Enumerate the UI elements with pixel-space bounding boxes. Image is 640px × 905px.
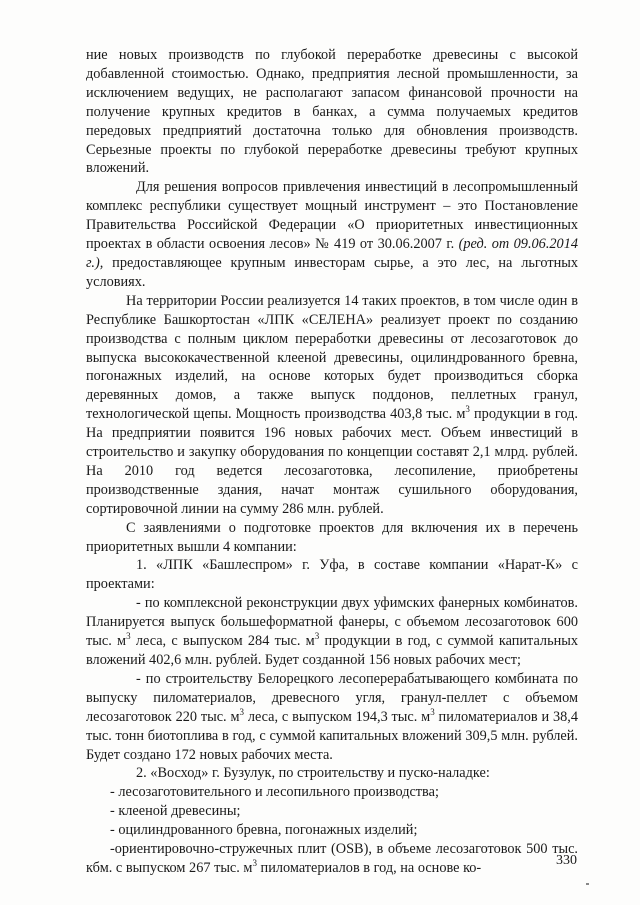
list-item: - лесозаготовительного и лесопильного производства; (110, 784, 439, 801)
list-item: - оцилиндрованного бревна, погонажных изделий; (110, 822, 418, 839)
paragraph-4: С заявлениями о подготовке проектов для включения их в перечень приоритетных вышли 4 компании: (86, 519, 578, 555)
scan-artifact (586, 883, 589, 885)
paragraph-3-text-end: продукции в год. На предприятии появится 196 новых рабочих мест. Объем инвестиций в строительство и закупку оборудования по концепции составят 2,1 млрд. рублей. На 2010 год ведется лесозаготовка, лесопиление, приобретены производственные здания, начат монтаж сушильного оборудования, сортировочной линии на сумму 286 млн. рублей. (86, 406, 578, 517)
paragraph-3-text: На территории России реализуется 14 таких проектов, в том числе один в Республике Башкортостан «ЛПК «СЕЛЕНА» реализует проект по созданию производства с полным циклом переработки древесины от лесозаготовок до выпуска высококачественной клееной древесины, оцилиндрованного бревна, погонажных изделий, на основе которых будет производиться сборка деревянных домов, а также выпуск поддонов, пеллетных гранул, технологической щепы. Мощность производства 403,8 тыс. м (86, 292, 578, 423)
osb-text: -ориентировочно-стружечных плит (OSB), в объеме лесозаготовок 500 тыс. кбм. с выпуском 267 тыс. м (86, 841, 578, 876)
cubic-superscript: 3 (126, 631, 131, 642)
list-item: - клееной древесины; (110, 803, 241, 820)
project-1-text-mid: леса, с выпуском 284 тыс. м (130, 633, 315, 650)
cubic-superscript: 3 (252, 858, 257, 869)
company-1-heading: 1. «ЛПК «Башлеспром» г. Уфа, в составе компании «Нарат-К» с проектами: (86, 557, 578, 593)
paragraph-2-text-end: предоставляющее крупным инвесторам сырье, а это лес, на льготных условиях. (86, 254, 578, 290)
project-2-text-end: пиломатериалов и 38,4 тыс. тонн биотоплива в год, с суммой капитальных вложений 309,5 млн. рублей. Будет создано 172 новых рабочих места. (86, 708, 579, 763)
project-1-text: - по комплексной реконструкции двух уфимских фанерных комбинатов. Планируется выпуск большеформатной фанеры, с объемом лесозаготовок 600 тыс. м (86, 595, 578, 650)
cubic-superscript: 3 (465, 404, 470, 415)
cubic-superscript: 3 (430, 706, 435, 717)
project-1-text-end: продукции в год, с суммой капитальных вложений 402,6 млн. рублей. Будет созданной 156 новых рабочих мест; (86, 633, 578, 668)
paragraph-2-text: Для решения вопросов привлечения инвестиций в лесопромышленный комплекс республики существует мощный инструмент – это Постановление Правительства Российской Федерации «О приоритетных инвестиционных проектах в области освоения лесов» № 419 от 30.06.2007 г. (86, 179, 578, 253)
paragraph-1: ние новых производств по глубокой переработке древесины с высокой добавленной стоимостью. Однако, предприятия лесной промышленности, за исключением ведущих, не располагают запасом финансовой прочности на получение крупных кредитов в банках, а сумма получаемых кредитов передовых предприятий достаточна только для обновления производств. Серьезные проекты по глубокой переработке древесины требуют крупных вложений. (86, 47, 578, 177)
company-2-heading: 2. «Восход» г. Бузулук, по строительству и пуско-наладке: (136, 765, 490, 782)
cubic-superscript: 3 (314, 631, 320, 642)
cubic-superscript: 3 (239, 706, 244, 717)
page-number: 330 (556, 853, 577, 868)
project-2-text: - по строительству Белорецкого лесоперерабатывающего комбината по выпуску пиломатериалов, древесного угля, гранул-пеллет с объемом лесозаготовок 220 тыс. м (86, 670, 578, 725)
paragraph-2 (86, 178, 578, 291)
body-text (86, 46, 578, 878)
list-item-osb (86, 840, 578, 878)
paragraph-3 (86, 292, 578, 519)
company-1-project-2 (86, 670, 578, 765)
paragraph-2-revision: (ред. от 09.06.2014 г.), (86, 236, 578, 271)
project-2-text-mid: леса, с выпуском 194,3 тыс. м (244, 708, 431, 725)
company-1-project-1 (86, 594, 578, 670)
osb-text-end: пиломатериалов в год, на основе ко- (256, 859, 482, 876)
